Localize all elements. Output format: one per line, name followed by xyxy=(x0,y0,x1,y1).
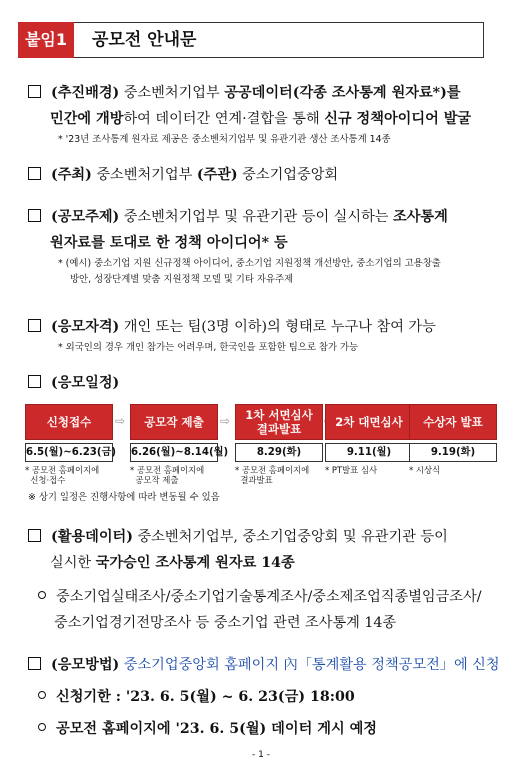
text-bold: 공공데이터(각종 조사통계 원자료*)를 xyxy=(224,85,461,101)
schedule-step xyxy=(235,404,323,485)
text-bold: 공모전 홈페이지에 '23. 6. 5(월) 데이터 게시 예정 xyxy=(56,721,377,737)
bullet-icon xyxy=(38,591,46,599)
label-eligibility: (응모자격) xyxy=(51,319,120,335)
label-schedule: (응모일정) xyxy=(51,375,120,391)
page-number: - 1 - xyxy=(252,750,270,760)
bullet-icon xyxy=(38,691,46,699)
note: 방안, 성장단계별 맞춤 지원정책 모델 및 기타 자유주제 xyxy=(70,274,294,285)
text: 중소기업실태조사/중소기업기술통계조사/중소제조업직종별임금조사/ xyxy=(56,589,482,605)
text: 중소기업중앙회 xyxy=(237,167,339,183)
checkbox-icon xyxy=(28,85,41,98)
schedule-step xyxy=(130,404,229,485)
step-note: * 공모전 홈페이지에 결과발표 xyxy=(235,465,310,485)
step-date: 9.11(월) xyxy=(325,443,413,462)
step-date: 6.26(월)~8.14(월) xyxy=(130,443,218,462)
header xyxy=(18,22,484,58)
step-title: 공모작 제출 xyxy=(130,404,218,440)
text-bold: 신규 정책아이디어 발굴 xyxy=(324,111,472,127)
text-highlight: 중소기업중앙회 홈페이지 內「통계활용 정책공모전」에 신청 xyxy=(119,657,500,673)
section-background xyxy=(28,80,504,148)
step-date: 9.19(화) xyxy=(409,443,497,462)
text: 중소벤처기업부 및 유관기관 등이 실시하는 xyxy=(119,209,394,225)
text: 하여 데이터간 연계·결합을 통해 xyxy=(123,111,325,127)
section-eligibility xyxy=(28,314,504,356)
step-date: 8.29(화) xyxy=(235,443,323,462)
arrow-icon: ⇨ xyxy=(220,414,231,428)
text-bold: 민간에 개방 xyxy=(50,111,124,127)
checkbox-icon xyxy=(28,657,41,670)
note: * 외국인의 경우 개인 참가는 어려우며, 한국인을 포함한 팀으로 참가 가능 xyxy=(58,342,359,353)
schedule-step xyxy=(325,404,413,475)
text: 중소벤처기업부 xyxy=(91,167,197,183)
text-bold: 원자료를 토대로 한 정책 아이디어* 등 xyxy=(50,235,288,251)
step-title: 1차 서면심사 결과발표 xyxy=(235,404,323,440)
label-organizer: (주관) xyxy=(196,167,238,183)
label-data: (활용데이터) xyxy=(51,529,133,545)
text: 중소벤처기업부, 중소기업중앙회 및 유관기관 등이 xyxy=(132,529,448,545)
header-badge: 붙임1 xyxy=(18,22,74,58)
text: 개인 또는 팀(3명 이하)의 형태로 누구나 참여 가능 xyxy=(119,319,436,335)
section-topic xyxy=(28,204,504,288)
bullet-icon xyxy=(38,723,46,731)
text: 실시한 xyxy=(50,555,96,571)
schedule-step xyxy=(409,404,497,475)
header-title: 공모전 안내문 xyxy=(74,22,484,58)
schedule-flow xyxy=(25,404,497,484)
step-title: 신청접수 xyxy=(25,404,113,440)
checkbox-icon xyxy=(28,319,41,332)
text-bold: 조사통계 xyxy=(393,209,448,225)
label-topic: (공모주제) xyxy=(51,209,120,225)
step-note: * 시상식 xyxy=(409,465,441,475)
checkbox-icon xyxy=(28,529,41,542)
checkbox-icon xyxy=(28,209,41,222)
schedule-note: ※ 상기 일정은 진행사항에 따라 변동될 수 있음 xyxy=(28,492,220,503)
section-data xyxy=(28,524,504,636)
step-note: * 공모전 홈페이지에 신청·접수 xyxy=(25,465,100,485)
note: * (예시) 중소기업 지원 신규정책 아이디어, 중소기업 지원정책 개선방안, 중소기업의 고용창출 xyxy=(58,258,441,269)
section-method xyxy=(28,652,504,742)
label-background: (추진배경) xyxy=(51,85,120,101)
step-note: * PT발표 심사 xyxy=(325,465,378,475)
label-host: (주최) xyxy=(51,167,92,183)
step-date: 6.5(월)~6.23(금) xyxy=(25,443,113,462)
schedule-step xyxy=(25,404,117,485)
note: * '23년 조사통계 원자료 제공은 중소벤처기업부 및 유관기관 생산 조사통계 14종 xyxy=(58,134,391,145)
step-title: 2차 대면심사 xyxy=(325,404,413,440)
label-method: (응모방법) xyxy=(51,657,120,673)
text: 중소벤처기업부 xyxy=(119,85,225,101)
text-bold: 국가승인 조사통계 원자료 14종 xyxy=(95,555,295,571)
checkbox-icon xyxy=(28,375,41,388)
text-bold: 신청기한 : '23. 6. 5(월) ~ 6. 23(금) 18:00 xyxy=(56,689,355,705)
step-note: * 공모전 홈페이지에 공모작 제출 xyxy=(130,465,205,485)
arrow-icon: ⇨ xyxy=(115,414,126,428)
section-host xyxy=(28,162,504,188)
text: 중소기업경기전망조사 등 중소기업 관련 조사통계 14종 xyxy=(54,615,397,631)
step-title: 수상자 발표 xyxy=(409,404,497,440)
section-schedule xyxy=(28,370,504,396)
checkbox-icon xyxy=(28,167,41,180)
